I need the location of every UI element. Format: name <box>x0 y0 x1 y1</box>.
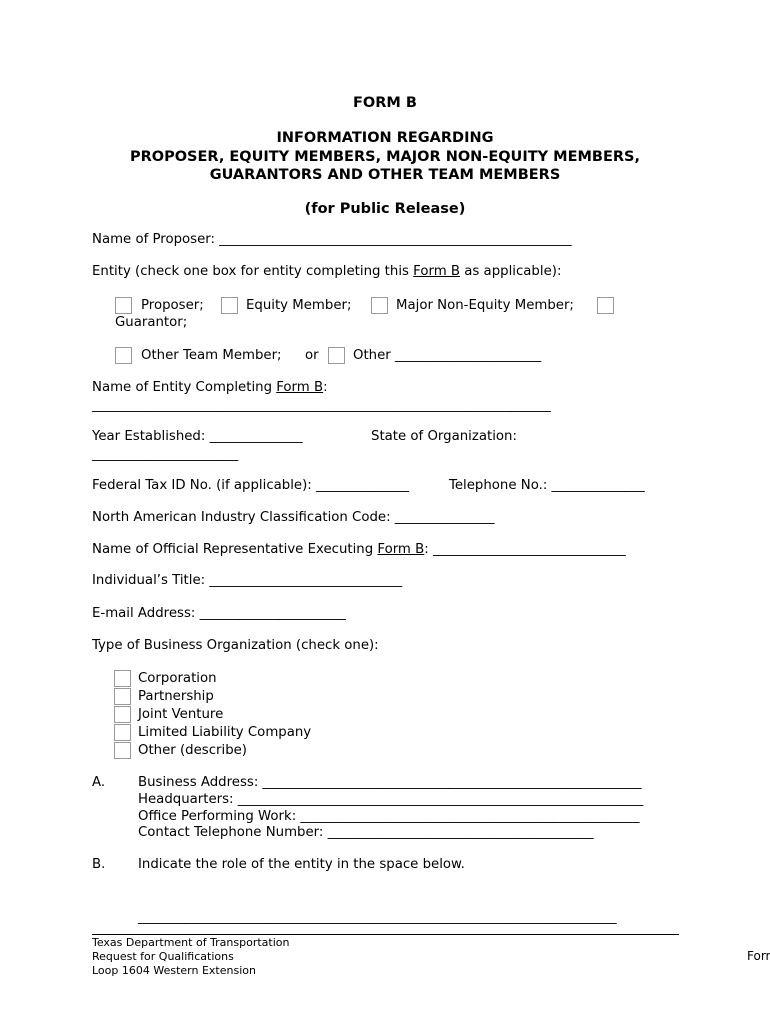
official-rep-suffix: : _____________________________ <box>424 542 626 557</box>
headquarters-field[interactable]: Headquarters: _____________________________________________________________ <box>138 792 644 807</box>
corporation-checkbox[interactable] <box>114 670 131 687</box>
entity-instruction-suffix: as applicable): <box>460 264 562 279</box>
entity-name-field[interactable]: _____________________________________________________________________ <box>92 398 551 413</box>
office-performing-work-field[interactable]: Office Performing Work: ___________________________________________________ <box>138 809 640 824</box>
year-established-field[interactable]: Year Established: ______________ <box>92 429 303 444</box>
other-describe-checkbox[interactable] <box>114 742 131 759</box>
form-b-reference: Form B <box>413 264 461 279</box>
naics-code-field[interactable]: North American Industry Classification Code: _______________ <box>92 510 495 525</box>
corporation-label: Corporation <box>138 671 217 686</box>
proposer-label: Proposer; <box>141 298 204 313</box>
guarantor-label: Guarantor; <box>115 315 188 330</box>
business-type-label: Type of Business Organization (check one): <box>92 638 379 653</box>
major-non-equity-label: Major Non-Equity Member; <box>396 298 574 313</box>
name-of-proposer-field[interactable]: Name of Proposer: _____________________________________________________ <box>92 232 572 247</box>
heading-line-3: GUARANTORS AND OTHER TEAM MEMBERS <box>209 167 561 183</box>
heading-line-2: PROPOSER, EQUITY MEMBERS, MAJOR NON-EQUITY MEMBERS, <box>129 149 640 165</box>
federal-tax-id-field[interactable]: Federal Tax ID No. (if applicable): ______________ <box>92 478 410 493</box>
release-note: (for Public Release) <box>304 201 466 217</box>
major-non-equity-checkbox[interactable] <box>371 297 388 314</box>
entity-instruction-prefix: Entity (check one box for entity completing this <box>92 264 414 279</box>
form-b-reference: Form B <box>377 542 425 557</box>
joint-venture-checkbox[interactable] <box>114 706 131 723</box>
entity-name-suffix: : <box>323 380 328 395</box>
section-b-instruction: Indicate the role of the entity in the space below. <box>138 857 465 872</box>
footer-form-label: Forr <box>747 949 770 963</box>
other-field[interactable]: Other ______________________ <box>353 348 542 363</box>
llc-checkbox[interactable] <box>114 724 131 741</box>
official-representative-field[interactable] <box>92 542 626 558</box>
entity-instruction <box>92 264 561 280</box>
other-team-member-checkbox[interactable] <box>115 347 132 364</box>
footer-line-2: Request for Qualifications <box>92 950 234 963</box>
individual-title-field[interactable]: Individual’s Title: _____________________________ <box>92 573 403 588</box>
partnership-label: Partnership <box>138 689 214 704</box>
section-a-marker: A. <box>92 775 106 790</box>
or-text: or <box>305 348 319 363</box>
heading-line-1: INFORMATION REGARDING <box>276 130 494 146</box>
entity-role-field[interactable]: ________________________________________________________________________ <box>138 910 617 925</box>
partnership-checkbox[interactable] <box>114 688 131 705</box>
equity-member-checkbox[interactable] <box>221 297 238 314</box>
official-rep-prefix: Name of Official Representative Executing <box>92 542 378 557</box>
telephone-field[interactable]: Telephone No.: ______________ <box>449 478 645 493</box>
state-of-organization-field[interactable]: ______________________ <box>92 447 239 462</box>
state-of-organization-label: State of Organization: <box>371 429 517 444</box>
equity-member-label: Equity Member; <box>246 298 352 313</box>
other-team-member-label: Other Team Member; <box>141 348 282 363</box>
llc-label: Limited Liability Company <box>138 725 312 740</box>
footer-divider <box>92 934 679 935</box>
other-describe-label: Other (describe) <box>138 743 247 758</box>
joint-venture-label: Joint Venture <box>138 707 224 722</box>
footer-line-1: Texas Department of Transportation <box>92 936 290 949</box>
other-checkbox[interactable] <box>328 347 345 364</box>
entity-name-label <box>92 380 328 396</box>
business-address-field[interactable]: Business Address: _________________________________________________________ <box>138 775 642 790</box>
contact-telephone-field[interactable]: Contact Telephone Number: ________________________________________ <box>138 825 594 840</box>
email-field[interactable]: E-mail Address: ______________________ <box>92 606 346 621</box>
form-b-reference: Form B <box>276 380 324 395</box>
footer-line-3: Loop 1604 Western Extension <box>92 964 256 977</box>
proposer-checkbox[interactable] <box>115 297 132 314</box>
guarantor-checkbox[interactable] <box>597 297 614 314</box>
entity-name-prefix: Name of Entity Completing <box>92 380 277 395</box>
section-b-marker: B. <box>92 857 106 872</box>
form-id: FORM B <box>353 95 417 111</box>
